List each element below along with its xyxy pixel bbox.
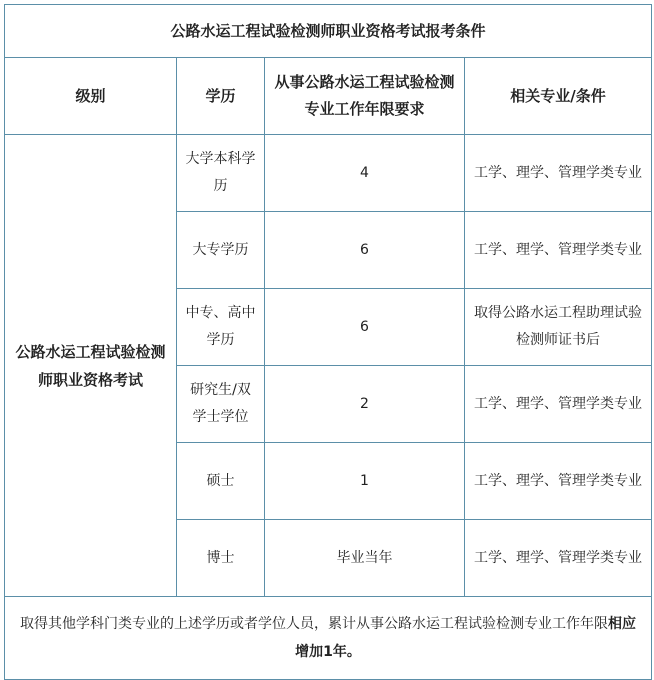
conditions-cell: 工学、理学、管理学类专业 <box>465 443 652 520</box>
header-conditions: 相关专业/条件 <box>465 58 652 135</box>
footnote-text: 取得其他学科门类专业的上述学历或者学位人员，累计从事公路水运工程试验检测专业工作年限 <box>20 616 608 632</box>
header-education: 学历 <box>177 58 265 135</box>
years-cell: 1 <box>265 443 465 520</box>
conditions-cell: 工学、理学、管理学类专业 <box>465 520 652 597</box>
table-row <box>5 135 652 212</box>
conditions-cell: 取得公路水运工程助理试验检测师证书后 <box>465 289 652 366</box>
years-cell: 2 <box>265 366 465 443</box>
education-cell: 博士 <box>177 520 265 597</box>
conditions-cell: 工学、理学、管理学类专业 <box>465 212 652 289</box>
education-cell: 硕士 <box>177 443 265 520</box>
years-cell: 6 <box>265 289 465 366</box>
table-title: 公路水运工程试验检测师职业资格考试报考条件 <box>5 5 652 58</box>
years-cell: 4 <box>265 135 465 212</box>
conditions-cell: 工学、理学、管理学类专业 <box>465 366 652 443</box>
footnote-emphasis: 相应增加1年。 <box>295 616 636 660</box>
header-years: 从事公路水运工程试验检测专业工作年限要求 <box>265 58 465 135</box>
years-cell: 毕业当年 <box>265 520 465 597</box>
header-level: 级别 <box>5 58 177 135</box>
conditions-cell: 工学、理学、管理学类专业 <box>465 135 652 212</box>
footnote <box>5 597 652 680</box>
header-row <box>5 58 652 135</box>
education-cell: 研究生/双学士学位 <box>177 366 265 443</box>
education-cell: 大学本科学历 <box>177 135 265 212</box>
requirements-table <box>4 4 652 680</box>
education-cell: 大专学历 <box>177 212 265 289</box>
education-cell: 中专、高中学历 <box>177 289 265 366</box>
level-cell: 公路水运工程试验检测师职业资格考试 <box>5 135 177 597</box>
years-cell: 6 <box>265 212 465 289</box>
